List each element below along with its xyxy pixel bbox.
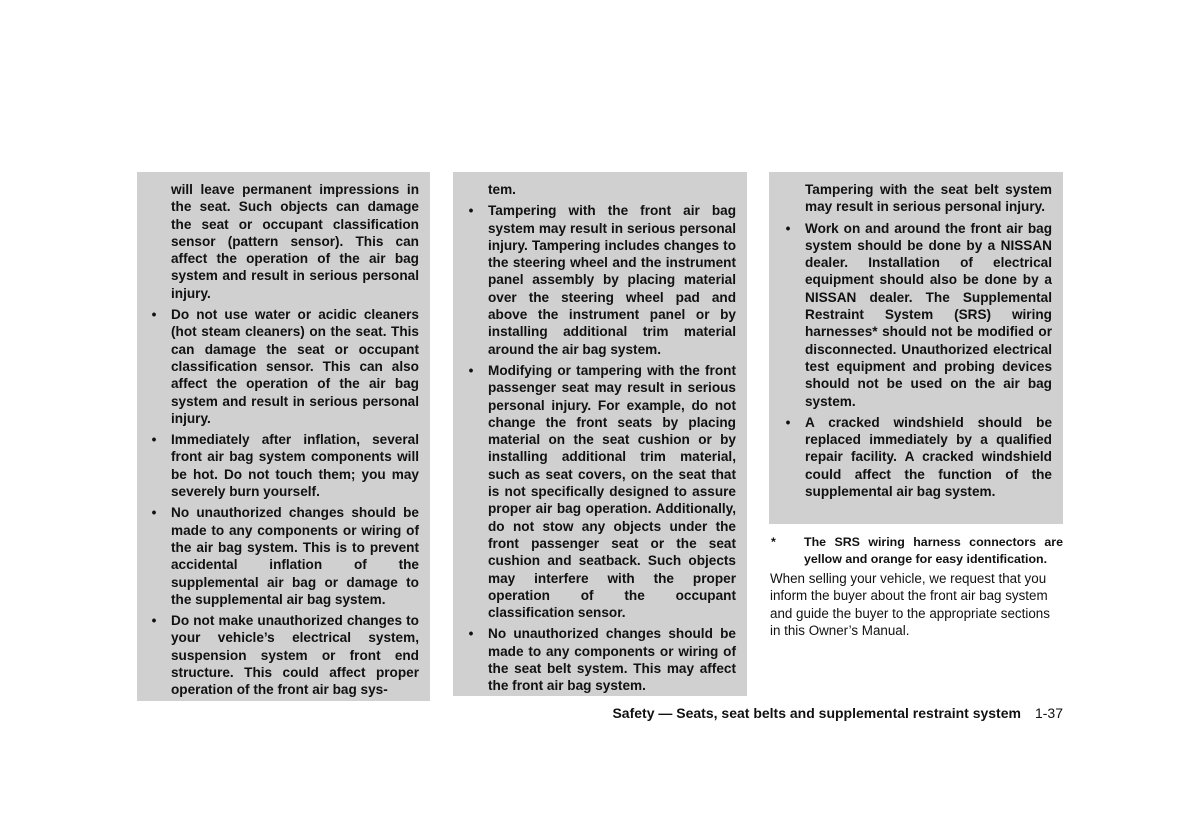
bullet-icon: •: [151, 307, 157, 323]
bullet-icon: •: [785, 414, 791, 430]
section-title: Safety — Seats, seat belts and supplemental restraint system: [612, 705, 1021, 721]
warning-bullet-text: Modifying or tampering with the front passenger seat may result in serious personal injury. For example, do not change the front seats by placing material on the seat cushion or by installing additional trim material, such as seat covers, on the seat that is not specifically designed to assure proper air bag operation. Additionally, do not stow any objects under the front passenger seat or the seat cushion and seatback. Such objects may interfere with the proper operation of the occupant classification sensor.: [488, 362, 736, 621]
bullet-icon: •: [151, 505, 157, 521]
warning-bullet: [468, 362, 736, 621]
page-footer: [560, 705, 1063, 721]
warning-bullet: [151, 504, 419, 608]
warning-column-1: [137, 172, 430, 701]
warning-continuation-text: Tampering with the seat belt system may result in serious personal injury.: [805, 182, 1052, 215]
bullet-icon: •: [468, 626, 474, 642]
warning-bullet: [785, 414, 1052, 500]
warning-bullet-text: Do not use water or acidic cleaners (hot steam cleaners) on the seat. This can damage the seat or occupant classification sensor. This can also affect the operation of the air bag system and result in serious personal injury.: [171, 307, 419, 426]
page-number: 1-37: [1034, 705, 1063, 721]
warning-bullet: [151, 306, 419, 427]
warning-bullet: [785, 220, 1052, 410]
footnote-text: The SRS wiring harness connectors are yellow and orange for easy identification.: [804, 535, 1063, 566]
warning-bullet: [151, 612, 419, 698]
warning-bullet-text: Work on and around the front air bag system should be done by a NISSAN dealer. Installation of electrical equipment should also be done by a NISSAN dealer. The Supplemental Restraint System (SRS) wiring harnesses* should not be modified or disconnected. Unauthorized electrical test equipment and probing devices should not be used on the air bag system.: [805, 220, 1052, 409]
warning-continuation-text: will leave permanent impressions in the seat. Such objects can damage the seat or occupant classification sensor (pattern sensor). This can affect the operation of the air bag system and result in serious personal injury.: [171, 182, 419, 301]
warning-bullet-text: A cracked windshield should be replaced immediately by a qualified repair facility. A cracked windshield could affect the function of the supplemental air bag system.: [805, 414, 1052, 500]
warning-bullet-text: No unauthorized changes should be made to any components or wiring of the seat belt system. This may affect the front air bag system.: [488, 626, 736, 694]
warning-bullet-text: Tampering with the front air bag system may result in serious personal injury. Tampering includes changes to the steering wheel and the instrument panel assembly by placing material over the steering wheel pad and above the instrument panel or by installing additional trim material around the air bag system.: [488, 203, 736, 357]
warning-column-3: [769, 172, 1063, 524]
footnote-marker: *: [771, 535, 776, 549]
warning-bullet: [468, 202, 736, 358]
bullet-icon: •: [151, 613, 157, 629]
warning-bullet: [151, 431, 419, 500]
warning-continuation-text: tem.: [488, 182, 516, 197]
bullet-icon: •: [151, 432, 157, 448]
warning-bullet-text: Do not make unauthorized changes to your vehicle’s electrical system, suspension system or front end structure. This could affect proper operation of the front air bag sys-: [171, 613, 419, 698]
body-paragraph: When selling your vehicle, we request that you inform the buyer about the front air bag system and guide the buyer to the appropriate sections in this Owner’s Manual.: [770, 571, 1050, 638]
warning-bullet-text: No unauthorized changes should be made to any components or wiring of the air bag system. This is to prevent accidental inflation of the supplemental air bag or damage to the supplemental air bag system.: [171, 505, 419, 607]
warning-bullet-text: Immediately after inflation, several front air bag system components will be hot. Do not touch them; you may severely burn yourself.: [171, 432, 419, 500]
footnote: [769, 534, 1063, 568]
bullet-icon: •: [468, 203, 474, 219]
bullet-icon: •: [468, 362, 474, 378]
warning-column-2: [453, 172, 747, 696]
bullet-icon: •: [785, 220, 791, 236]
warning-bullet: [468, 625, 736, 694]
